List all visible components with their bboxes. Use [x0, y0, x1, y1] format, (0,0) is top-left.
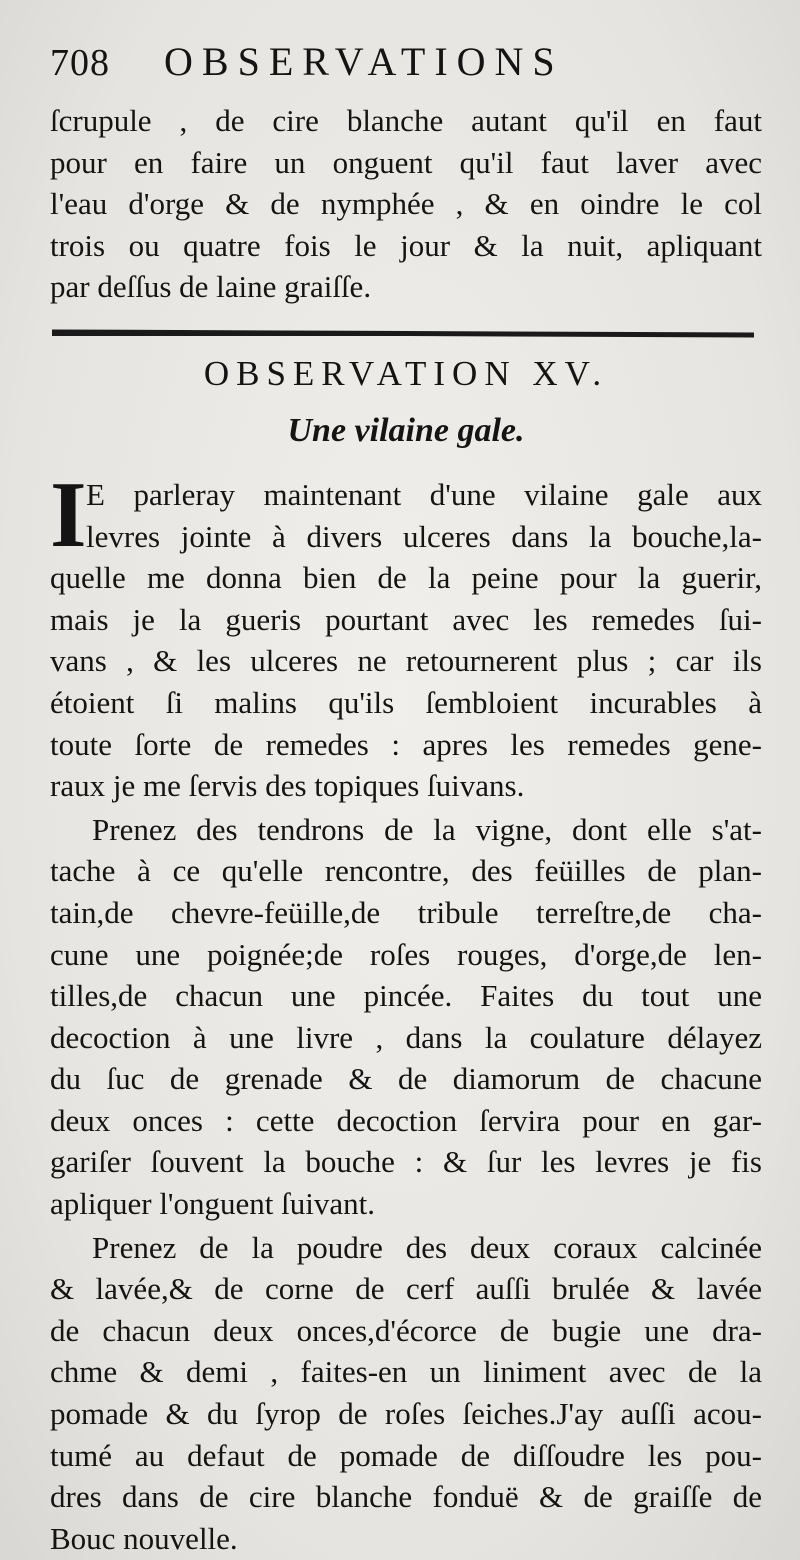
- text-line: quelle me donna bien de la peine pour la guerir,: [50, 560, 762, 596]
- text-line: mais je la gueris pourtant avec les remedes ſui-: [50, 601, 762, 637]
- running-title: OBSERVATIONS: [164, 39, 564, 84]
- text-line: trois ou quatre fois le jour & la nuit, apliquant: [50, 227, 762, 263]
- text-line: pour en faire un onguent qu'il faut laver avec: [50, 144, 762, 180]
- text-line: apliquer l'onguent ſuivant.: [50, 1186, 375, 1222]
- text-line: tumé au defaut de pomade de diſſoudre les pou-: [50, 1437, 762, 1473]
- text-line: & lavée,& de corne de cerf auſſi brulée & lavée: [50, 1271, 762, 1307]
- text-line: vans , & les ulceres ne retournerent plus ; car ils: [50, 643, 762, 679]
- text-line: E parleray maintenant d'une vilaine gale aux: [86, 476, 762, 512]
- text-line: Prenez de la poudre des deux coraux calcinée: [92, 1229, 762, 1265]
- text-line: pomade & du ſyrop de roſes ſeiches.J'ay auſſi acou-: [50, 1396, 762, 1432]
- text-line: gariſer ſouvent la bouche : & ſur les levres je fis: [50, 1144, 762, 1180]
- text-line: de chacun deux onces,d'écorce de bugie une dra-: [50, 1312, 762, 1348]
- text-line: cune une poignée;de roſes rouges, d'orge,de len-: [50, 936, 762, 972]
- text-line: deux onces : cette decoction ſervira pour en gar-: [50, 1102, 762, 1138]
- paragraph-2: [50, 809, 762, 1225]
- paragraph-3: [50, 1227, 762, 1560]
- section-divider: [52, 330, 754, 340]
- text-line: decoction à une livre , dans la coulature délayez: [50, 1019, 762, 1055]
- text-line: ſcrupule , de cire blanche autant qu'il en faut: [50, 103, 762, 138]
- text-line: Bouc nouvelle.: [50, 1520, 238, 1556]
- text-line: l'eau d'orge & de nymphée , & en oindre le col: [50, 186, 762, 222]
- text-line: Prenez des tendrons de la vigne, dont elle s'at-: [92, 811, 762, 847]
- text-line: par deſſus de laine graiſſe.: [50, 269, 372, 305]
- text-line: dres dans de cire blanche fonduë & de graiſſe de: [50, 1479, 762, 1515]
- text-line: étoient ſi malins qu'ils ſembloient incurables à: [50, 684, 762, 720]
- divider-thick-line: [52, 329, 754, 337]
- page-number: 708: [50, 42, 110, 84]
- observation-subtitle: Une vilaine gale.: [287, 411, 525, 449]
- text-line: levres jointe à divers ulceres dans la bouche,la-: [86, 518, 762, 554]
- text-line: tain,de chevre-feüille,de tribule terreſtre,de cha-: [50, 894, 762, 930]
- text-line: du ſuc de grenade & de diamorum de chacune: [50, 1061, 762, 1097]
- continued-text: [50, 100, 762, 308]
- text-line: tilles,de chacun une pincée. Faites du tout une: [50, 978, 762, 1014]
- text-line: toute ſorte de remedes : apres les remedes gene-: [50, 726, 762, 762]
- observation-title: OBSERVATION XV.: [203, 353, 609, 393]
- drop-cap: I: [50, 462, 87, 567]
- text-line: raux je me ſervis des topiques ſuivans.: [50, 768, 525, 804]
- running-head: [50, 38, 762, 100]
- text-line: chme & demi , faites-en un liniment avec de la: [50, 1354, 762, 1390]
- paragraph-1: [50, 462, 762, 807]
- text-line: tache à ce qu'elle rencontre, des feüilles de plan-: [50, 853, 762, 889]
